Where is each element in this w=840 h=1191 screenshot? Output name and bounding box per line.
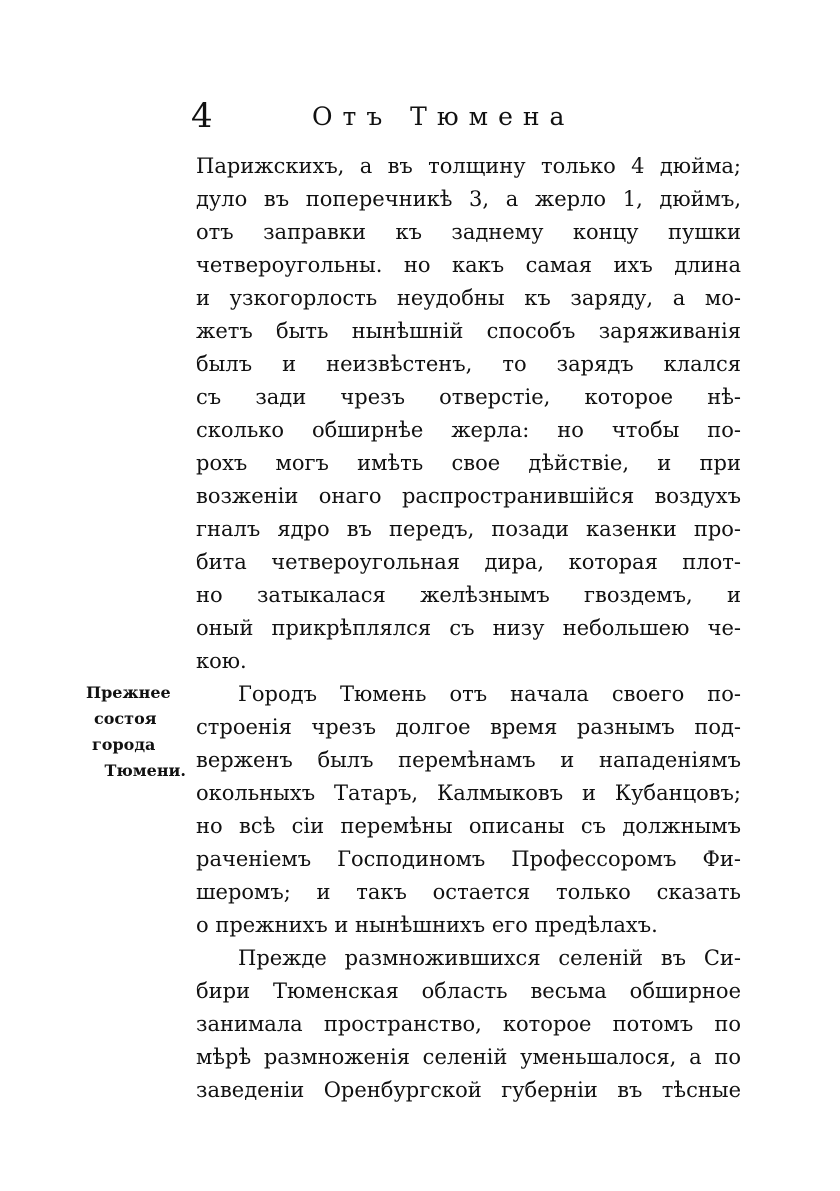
body-line: отъ заправки къ заднему концу пушки (196, 220, 741, 244)
body-line: занимала пространство, которое потомъ по (196, 1012, 741, 1036)
body-line: мѣрѣ размноженія селеній уменьшалося, а по (196, 1045, 741, 1069)
body-line: оный прикрѣплялся съ низу небольшею че- (196, 616, 741, 640)
margin-note-line: Тюмени. (104, 761, 186, 780)
running-title: Отъ Тюмена (312, 102, 575, 131)
body-line: бири Тюменская область весьма обширное (196, 979, 741, 1003)
body-line: шеромъ; и такъ остается только сказать (196, 880, 741, 904)
margin-note (86, 680, 186, 784)
body-line: Парижскихъ, а въ толщину только 4 дюйма; (196, 154, 741, 178)
body-line: Городъ Тюмень отъ начала своего по- (238, 682, 741, 706)
body-line: кою. (196, 649, 247, 673)
body-line: гналъ ядро въ передъ, позади казенки про- (196, 517, 741, 541)
body-line: заведеніи Оренбургской губерніи въ тѣсные (196, 1078, 741, 1102)
body-line: сколько обширнѣе жерла: но чтобы по- (196, 418, 741, 442)
body-line: строенія чрезъ долгое время разнымъ под- (196, 715, 741, 739)
page-number: 4 (191, 96, 213, 136)
body-line: былъ и неизвѣстенъ, то зарядъ клался (196, 352, 741, 376)
body-line: но всѣ сіи перемѣны описаны съ должнымъ (196, 814, 741, 838)
body-line: четвероугольны. но какъ самая ихъ длина (196, 253, 741, 277)
margin-note-line: Прежнее (86, 683, 171, 702)
body-line: Прежде размножившихся селеній въ Си- (238, 946, 741, 970)
body-line: о прежнихъ и нынѣшнихъ его предѣлахъ. (196, 913, 658, 937)
body-line: верженъ былъ перемѣнамъ и нападеніямъ (196, 748, 741, 772)
body-line: жетъ быть нынѣшній способъ заряживанія (196, 319, 741, 343)
body-line: окольныхъ Татаръ, Калмыковъ и Кубанцовъ; (196, 781, 741, 805)
body-line: раченіемъ Господиномъ Профессоромъ Фи- (196, 847, 741, 871)
margin-note-line: состоя (94, 709, 157, 728)
body-line: бита четвероугольная дира, которая плот- (196, 550, 741, 574)
body-line: но затыкалася желѣзнымъ гвоздемъ, и (196, 583, 741, 607)
body-line: возженіи онаго распространившійся воздухъ (196, 484, 741, 508)
margin-note-line: города (92, 735, 156, 754)
body-line: съ зади чрезъ отверстіе, которое нѣ- (196, 385, 741, 409)
body-line: и узкогорлость неудобны къ заряду, а мо- (196, 286, 741, 310)
body-line: дуло въ поперечникѣ 3, а жерло 1, дюймъ, (196, 187, 741, 211)
body-line: рохъ могъ имѣть свое дѣйствіе, и при (196, 451, 741, 475)
